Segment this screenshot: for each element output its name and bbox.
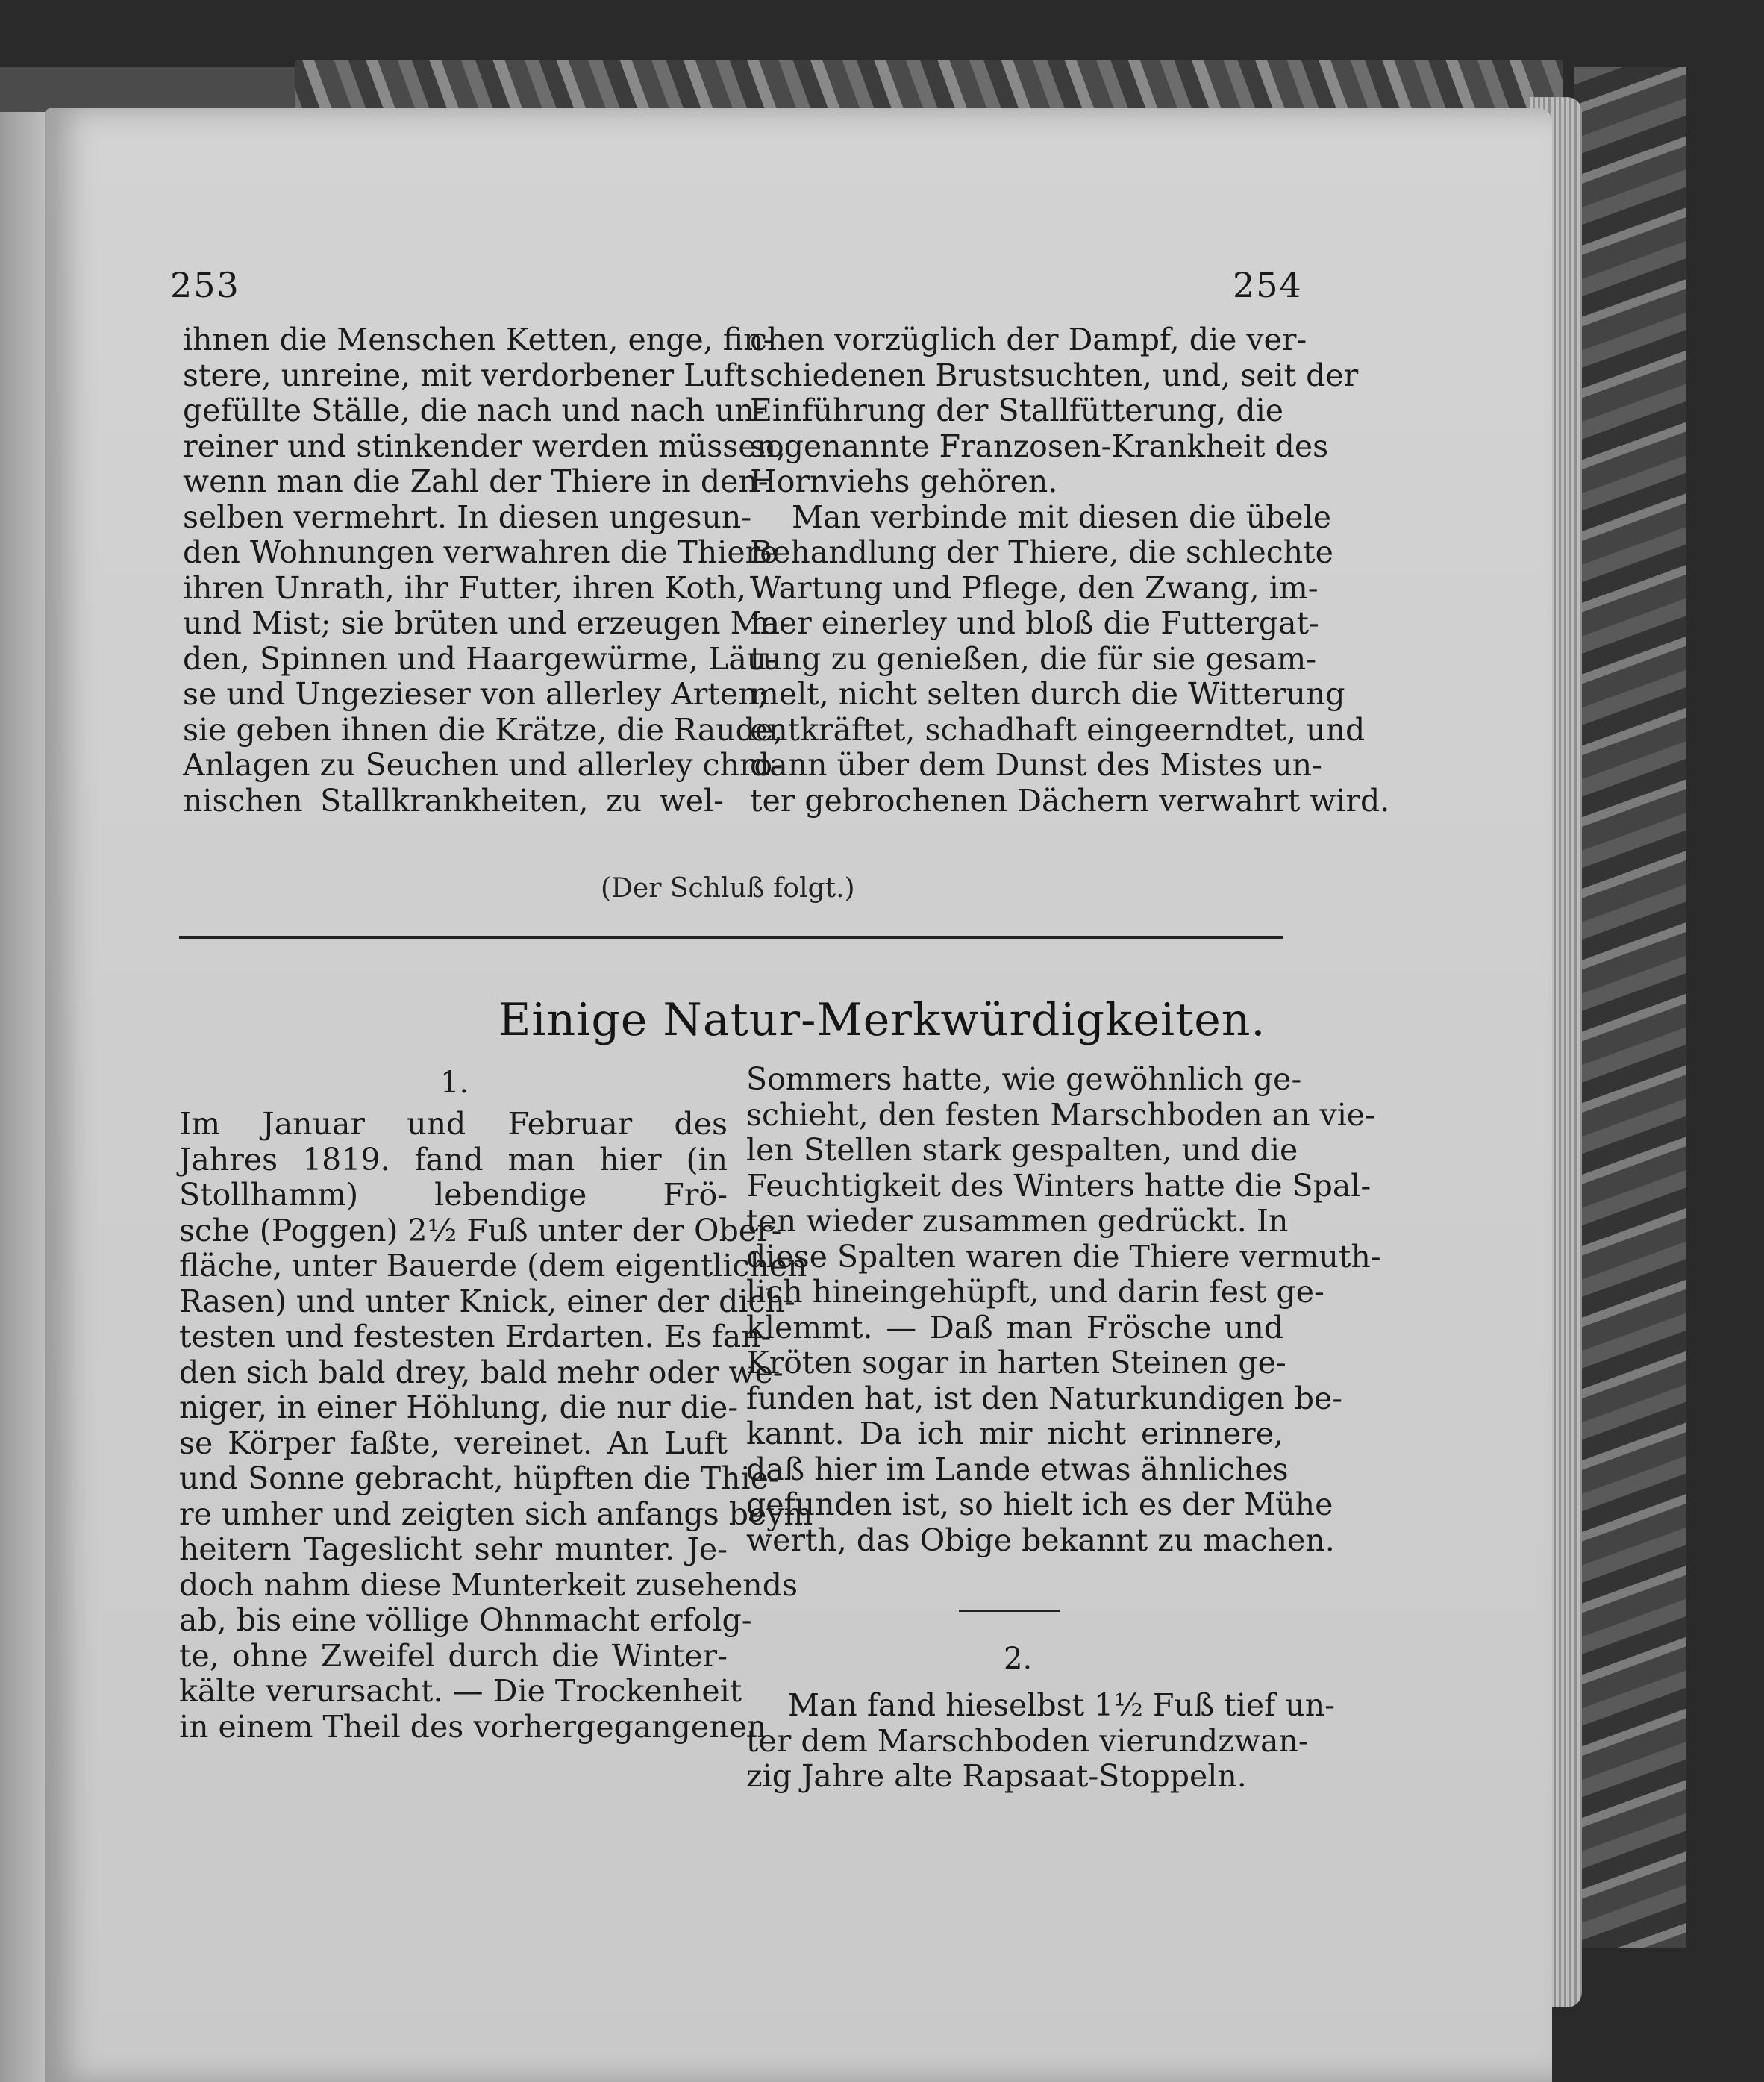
text-line: fläche, unter Bauerde (dem eigentlichen: [179, 1248, 807, 1284]
text-line: ter dem Marschboden vierundzwan-: [746, 1722, 1309, 1759]
text-line: heitern Tageslicht sehr munter. Je-: [179, 1531, 728, 1567]
text-line: werth, das Obige bekannt zu machen.: [746, 1522, 1335, 1558]
text-line: schiedenen Brustsuchten, und, seit der: [750, 357, 1359, 393]
column-continuation-right: [750, 322, 1390, 819]
text-line: Man fand hieselbst 1½ Fuß tief un-: [788, 1687, 1336, 1723]
section-number-1: 1.: [440, 1066, 469, 1100]
column-article-left: [179, 1106, 813, 1745]
text-line: niger, in einer Höhlung, die nur die-: [179, 1389, 739, 1425]
text-line: in einem Theil des vorhergegangenen: [179, 1708, 767, 1745]
page-number-right: 254: [1233, 265, 1303, 305]
text-line: Sommers hatte, wie gewöhnlich ge-: [746, 1061, 1302, 1097]
section-number-2: 2.: [1004, 1642, 1033, 1676]
text-line: selben vermehrt. In diesen ungesun-: [183, 498, 752, 535]
text-line: wenn man die Zahl der Thiere in den-: [183, 463, 769, 499]
text-line: mer einerley und bloß die Futtergat-: [750, 605, 1319, 641]
text-line: ihren Unrath, ihr Futter, ihren Koth,: [183, 569, 747, 606]
text-line: entkräftet, schadhaft eingeerndtet, und: [750, 711, 1366, 748]
text-line: len Stellen stark gespalten, und die: [746, 1132, 1298, 1168]
text-line: Rasen) und unter Knick, einer der dich-: [179, 1283, 795, 1319]
text-line: und Mist; sie brüten und erzeugen Ma-: [183, 605, 790, 641]
text-line: den, Spinnen und Haargewürme, Läu-: [183, 640, 778, 677]
text-line: zig Jahre alte Rapsaat-Stoppeln.: [746, 1758, 1247, 1794]
column-section-2: [746, 1687, 1336, 1795]
text-line: schieht, den festen Marschboden an vie-: [746, 1096, 1375, 1133]
text-line: Stollhamm) lebendige Frö-: [179, 1177, 728, 1213]
text-line: doch nahm diese Munterkeit zusehends: [179, 1566, 798, 1603]
text-line: re umher und zeigten sich anfangs beym: [179, 1495, 813, 1532]
text-line: ten wieder zusammen gedrückt. In: [746, 1203, 1289, 1239]
text-line: kannt. Da ich mir nicht erinnere,: [746, 1416, 1283, 1451]
text-line: Behandlung der Thiere, die schlechte: [750, 534, 1333, 570]
text-line: te, ohne Zweifel durch die Winter-: [179, 1637, 728, 1674]
text-line: Wartung und Pflege, den Zwang, im-: [750, 569, 1319, 606]
text-line: sogenannte Franzosen-Krankheit des: [750, 428, 1329, 464]
text-line: daß hier im Lande etwas ähnliches: [746, 1451, 1289, 1487]
text-line: diese Spalten waren die Thiere vermuth-: [746, 1238, 1381, 1275]
text-line: lich hineingehüpft, und darin fest ge-: [746, 1274, 1324, 1310]
text-block: [179, 1106, 813, 1745]
text-line: kälte verursacht. — Die Trockenheit: [179, 1673, 742, 1709]
text-line: nischen Stallkrankheiten, zu wel-: [183, 782, 724, 819]
text-line: reiner und stinkender werden müssen,: [183, 428, 786, 464]
to-be-continued-note: (Der Schluß folgt.): [601, 873, 855, 904]
text-block: [183, 322, 790, 819]
text-line: Feuchtigkeit des Winters hatte die Spal-: [746, 1167, 1372, 1204]
text-line: funden hat, ist den Naturkundigen be-: [746, 1380, 1343, 1416]
text-line: Anlagen zu Seuchen und allerley chro-: [183, 747, 784, 783]
text-line: gefüllte Ställe, die nach und nach un-: [183, 393, 765, 428]
column-article-right: [746, 1061, 1381, 1558]
text-line: ter gebrochenen Dächern verwahrt wird.: [750, 782, 1390, 819]
text-line: dann über dem Dunst des Mistes un-: [750, 747, 1322, 783]
text-line: gefunden ist, so hielt ich es der Mühe: [746, 1487, 1333, 1522]
text-line: stere, unreine, mit verdorbener Luft: [183, 357, 748, 393]
article-title: Einige Natur-Merkwürdigkeiten.: [498, 994, 1266, 1046]
text-line: Man verbinde mit diesen die übele: [792, 498, 1332, 535]
short-divider: [959, 1610, 1060, 1612]
text-line: se Körper faßte, vereinet. An Luft: [179, 1425, 728, 1461]
text-line: tung zu genießen, die für sie gesam-: [750, 640, 1317, 677]
page-number-left: 253: [170, 265, 240, 305]
text-block: [750, 498, 1390, 819]
text-line: klemmt. — Daß man Frösche und: [746, 1309, 1283, 1345]
text-block: [750, 322, 1359, 500]
text-line: chen vorzüglich der Dampf, die ver-: [750, 322, 1307, 357]
text-line: Einführung der Stallfütterung, die: [750, 393, 1283, 428]
text-line: den Wohnungen verwahren die Thiere: [183, 534, 778, 570]
text-line: Hornviehs gehören.: [750, 463, 1058, 499]
text-line: Jahres 1819. fand man hier (in: [179, 1141, 728, 1178]
text-block: [746, 1687, 1336, 1795]
text-line: testen und festesten Erdarten. Es fan-: [179, 1319, 772, 1354]
section-divider: [179, 936, 1283, 939]
text-line: ihnen die Menschen Ketten, enge, fin-: [183, 322, 774, 357]
text-line: se und Ungezieser von allerley Arten;: [183, 676, 769, 712]
column-continuation-left: [183, 322, 790, 819]
text-line: Im Januar und Februar des: [179, 1106, 728, 1142]
text-line: sche (Poggen) 2½ Fuß unter der Ober-: [179, 1212, 782, 1248]
text-line: und Sonne gebracht, hüpften die Thie-: [179, 1460, 779, 1496]
text-line: sie geben ihnen die Krätze, die Raude,: [183, 711, 784, 748]
text-block: [746, 1061, 1381, 1558]
text-line: melt, nicht selten durch die Witterung: [750, 676, 1345, 712]
text-line: den sich bald drey, bald mehr oder we-: [179, 1354, 784, 1390]
text-line: Kröten sogar in harten Steinen ge-: [746, 1345, 1286, 1381]
text-line: ab, bis eine völlige Ohnmacht erfolg-: [179, 1602, 752, 1638]
